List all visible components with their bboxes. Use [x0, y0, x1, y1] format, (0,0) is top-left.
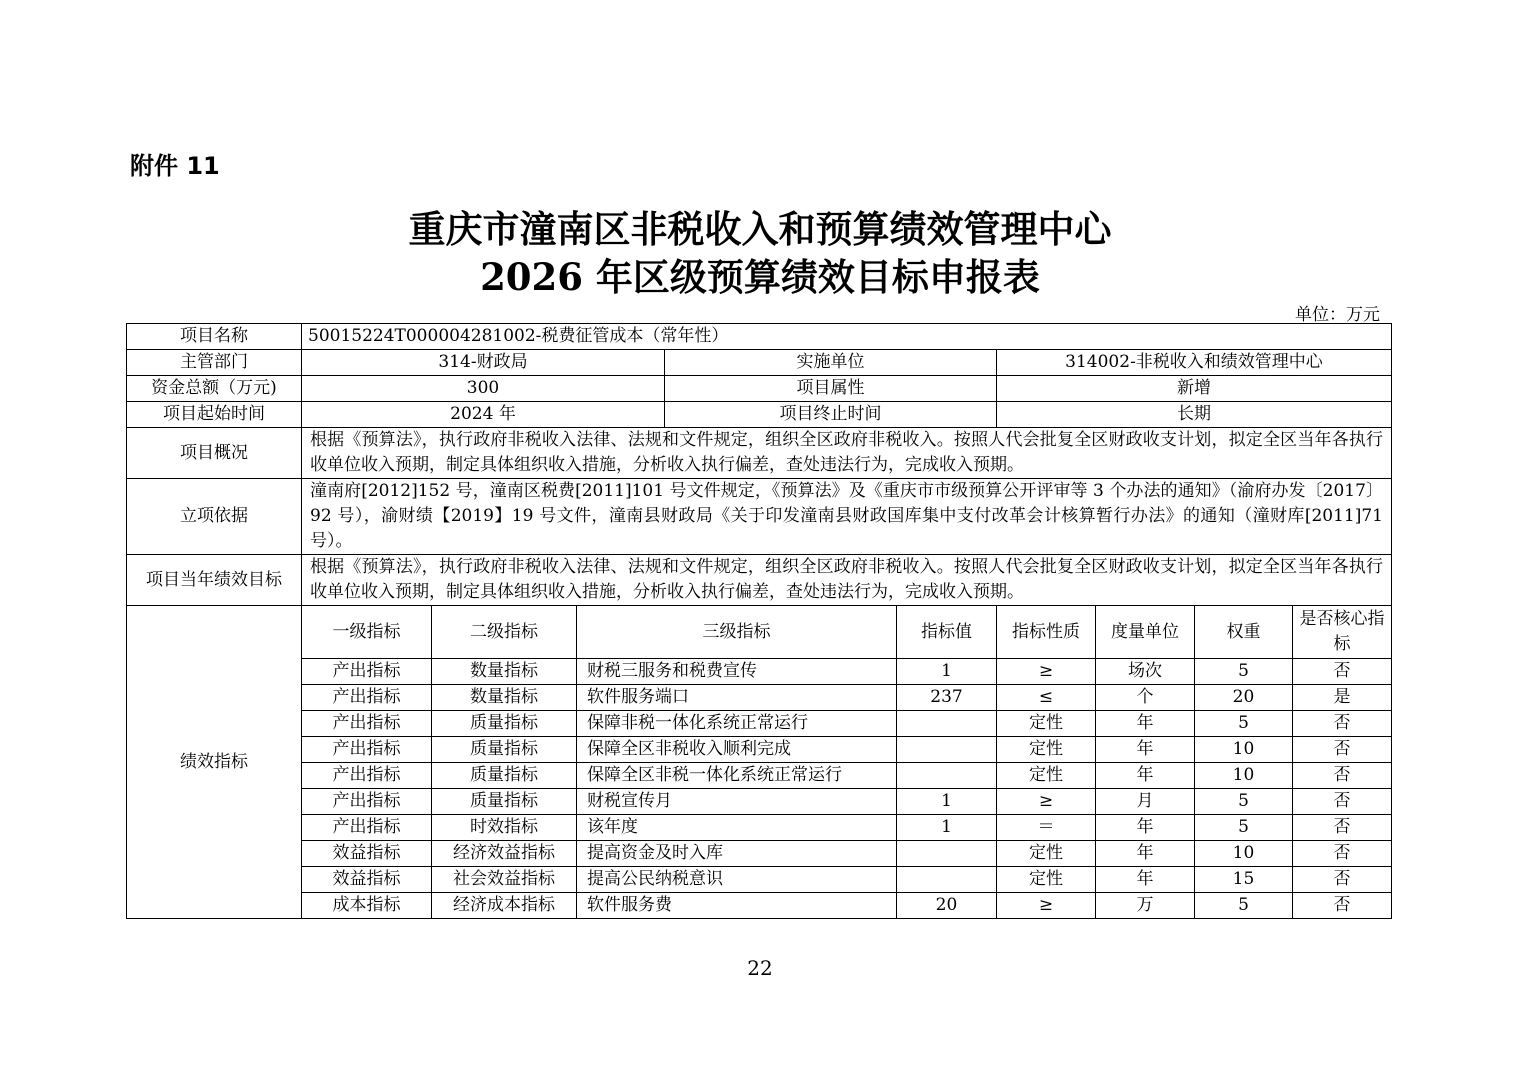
indicator-level2: 质量指标 — [432, 711, 577, 737]
page-number: 22 — [747, 956, 773, 980]
table-row — [127, 685, 1392, 711]
title-line-1: 重庆市潼南区非税收入和预算绩效管理中心 — [408, 207, 1112, 251]
indicator-level3: 保障全区非税一体化系统正常运行 — [577, 763, 897, 789]
attr-label: 项目属性 — [665, 376, 997, 402]
indicator-value: 237 — [897, 685, 997, 711]
indicator-core: 否 — [1293, 763, 1392, 789]
indicator-nature: ≥ — [997, 659, 1096, 685]
row-dates — [127, 402, 1392, 428]
indicator-core: 否 — [1293, 841, 1392, 867]
indicator-level1: 产出指标 — [302, 711, 432, 737]
indicator-level2: 经济成本指标 — [432, 893, 577, 919]
project-name-value: 50015224T000004281002-税费征管成本（常年性） — [302, 324, 1392, 350]
indicator-level1: 产出指标 — [302, 685, 432, 711]
indicator-level3: 财税宣传月 — [577, 789, 897, 815]
indicator-level3: 保障非税一体化系统正常运行 — [577, 711, 897, 737]
header-level2: 二级指标 — [432, 606, 577, 659]
indicator-core: 否 — [1293, 737, 1392, 763]
attachment-label: 附件 11 — [130, 152, 220, 180]
indicator-weight: 10 — [1195, 841, 1293, 867]
indicator-nature: ≤ — [997, 685, 1096, 711]
indicator-nature: 定性 — [997, 867, 1096, 893]
indicators-section-label: 绩效指标 — [127, 606, 302, 919]
basis-text: 潼南府[2012]152 号，潼南区税费[2011]101 号文件规定，《预算法》及《重庆市市级预算公开评审等 3 个办法的通知》（渝府办发〔2017〕92 号），渝财绩【2019】19 号文件，潼南县财政局《关于印发潼南县财政国库集中支付改革会计核算暂行办法》的通知（潼财库[2011]71 号）。 — [302, 479, 1392, 555]
indicator-weight: 5 — [1195, 789, 1293, 815]
table-row — [127, 815, 1392, 841]
funds-label: 资金总额（万元) — [127, 376, 302, 402]
attr-value: 新增 — [997, 376, 1392, 402]
row-dept — [127, 350, 1392, 376]
indicator-level1: 产出指标 — [302, 659, 432, 685]
indicator-core: 否 — [1293, 815, 1392, 841]
indicator-value — [897, 841, 997, 867]
indicator-value — [897, 867, 997, 893]
table-row — [127, 893, 1392, 919]
indicator-nature: 定性 — [997, 711, 1096, 737]
header-level3: 三级指标 — [577, 606, 897, 659]
indicator-value — [897, 763, 997, 789]
indicator-level2: 数量指标 — [432, 659, 577, 685]
indicator-unit: 年 — [1096, 711, 1195, 737]
table-row — [127, 711, 1392, 737]
indicator-unit: 年 — [1096, 867, 1195, 893]
project-name-label: 项目名称 — [127, 324, 302, 350]
indicator-value: 20 — [897, 893, 997, 919]
indicator-level1: 产出指标 — [302, 737, 432, 763]
indicator-core: 否 — [1293, 893, 1392, 919]
indicator-nature: ≥ — [997, 893, 1096, 919]
table-row — [127, 841, 1392, 867]
indicator-level2: 经济效益指标 — [432, 841, 577, 867]
indicator-level3: 提高公民纳税意识 — [577, 867, 897, 893]
indicator-level3: 保障全区非税收入顺利完成 — [577, 737, 897, 763]
indicator-unit: 场次 — [1096, 659, 1195, 685]
header-nature: 指标性质 — [997, 606, 1096, 659]
header-level1: 一级指标 — [302, 606, 432, 659]
header-core: 是否核心指标 — [1293, 606, 1392, 659]
indicator-level3: 财税三服务和税费宣传 — [577, 659, 897, 685]
indicator-level1: 效益指标 — [302, 867, 432, 893]
title-line-2: 2026 年区级预算绩效目标申报表 — [480, 255, 1040, 299]
goal-label: 项目当年绩效目标 — [127, 555, 302, 606]
dept-value: 314-财政局 — [302, 350, 665, 376]
indicator-level2: 数量指标 — [432, 685, 577, 711]
indicator-level2: 社会效益指标 — [432, 867, 577, 893]
table-row — [127, 867, 1392, 893]
indicator-weight: 10 — [1195, 763, 1293, 789]
indicator-weight: 5 — [1195, 659, 1293, 685]
row-basis — [127, 479, 1392, 555]
indicator-nature: ≥ — [997, 789, 1096, 815]
indicator-value: 1 — [897, 659, 997, 685]
indicator-value — [897, 737, 997, 763]
indicator-unit: 月 — [1096, 789, 1195, 815]
indicator-weight: 10 — [1195, 737, 1293, 763]
header-unit: 度量单位 — [1096, 606, 1195, 659]
indicator-level1: 产出指标 — [302, 763, 432, 789]
end-label: 项目终止时间 — [665, 402, 997, 428]
indicator-core: 否 — [1293, 659, 1392, 685]
overview-label: 项目概况 — [127, 428, 302, 479]
indicator-core: 否 — [1293, 789, 1392, 815]
indicator-unit: 年 — [1096, 737, 1195, 763]
indicator-nature: 定性 — [997, 841, 1096, 867]
indicator-level1: 成本指标 — [302, 893, 432, 919]
indicator-core: 是 — [1293, 685, 1392, 711]
indicator-weight: 20 — [1195, 685, 1293, 711]
basis-label: 立项依据 — [127, 479, 302, 555]
indicator-unit: 个 — [1096, 685, 1195, 711]
funds-value: 300 — [302, 376, 665, 402]
indicator-level3: 软件服务端口 — [577, 685, 897, 711]
indicator-weight: 5 — [1195, 815, 1293, 841]
indicator-level3: 软件服务费 — [577, 893, 897, 919]
indicator-unit: 年 — [1096, 815, 1195, 841]
overview-text: 根据《预算法》，执行政府非税收入法律、法规和文件规定，组织全区政府非税收入。按照人代会批复全区财政收支计划，拟定全区当年各执行收单位收入预期，制定具体组织收入措施，分析收入执行偏差，查处违法行为，完成收入预期。 — [302, 428, 1392, 479]
indicator-level3: 提高资金及时入库 — [577, 841, 897, 867]
table-row — [127, 659, 1392, 685]
row-overview — [127, 428, 1392, 479]
table-row — [127, 737, 1392, 763]
indicator-nature: 定性 — [997, 763, 1096, 789]
indicator-header-row — [127, 606, 1392, 659]
dept-label: 主管部门 — [127, 350, 302, 376]
start-value: 2024 年 — [302, 402, 665, 428]
indicator-level1: 效益指标 — [302, 841, 432, 867]
indicator-level2: 时效指标 — [432, 815, 577, 841]
indicator-weight: 5 — [1195, 893, 1293, 919]
header-weight: 权重 — [1195, 606, 1293, 659]
row-goal — [127, 555, 1392, 606]
indicator-nature: ＝ — [997, 815, 1096, 841]
table-row — [127, 789, 1392, 815]
header-value: 指标值 — [897, 606, 997, 659]
indicator-weight: 5 — [1195, 711, 1293, 737]
indicator-value: 1 — [897, 815, 997, 841]
indicator-level2: 质量指标 — [432, 737, 577, 763]
indicator-nature: 定性 — [997, 737, 1096, 763]
indicator-level3: 该年度 — [577, 815, 897, 841]
indicator-level2: 质量指标 — [432, 789, 577, 815]
indicator-value: 1 — [897, 789, 997, 815]
row-project-name — [127, 324, 1392, 350]
end-value: 长期 — [997, 402, 1392, 428]
indicator-unit: 万 — [1096, 893, 1195, 919]
start-label: 项目起始时间 — [127, 402, 302, 428]
indicator-level2: 质量指标 — [432, 763, 577, 789]
indicator-core: 否 — [1293, 867, 1392, 893]
indicator-value — [897, 711, 997, 737]
impl-value: 314002-非税收入和绩效管理中心 — [997, 350, 1392, 376]
unit-label: 单位：万元 — [1295, 305, 1380, 325]
table-row — [127, 763, 1392, 789]
indicator-level1: 产出指标 — [302, 815, 432, 841]
budget-performance-table — [126, 323, 1392, 919]
indicator-level1: 产出指标 — [302, 789, 432, 815]
indicator-weight: 15 — [1195, 867, 1293, 893]
row-funds — [127, 376, 1392, 402]
indicator-unit: 年 — [1096, 841, 1195, 867]
impl-label: 实施单位 — [665, 350, 997, 376]
indicator-unit: 年 — [1096, 763, 1195, 789]
indicator-core: 否 — [1293, 711, 1392, 737]
goal-text: 根据《预算法》，执行政府非税收入法律、法规和文件规定，组织全区政府非税收入。按照人代会批复全区财政收支计划，拟定全区当年各执行收单位收入预期，制定具体组织收入措施，分析收入执行偏差，查处违法行为，完成收入预期。 — [302, 555, 1392, 606]
